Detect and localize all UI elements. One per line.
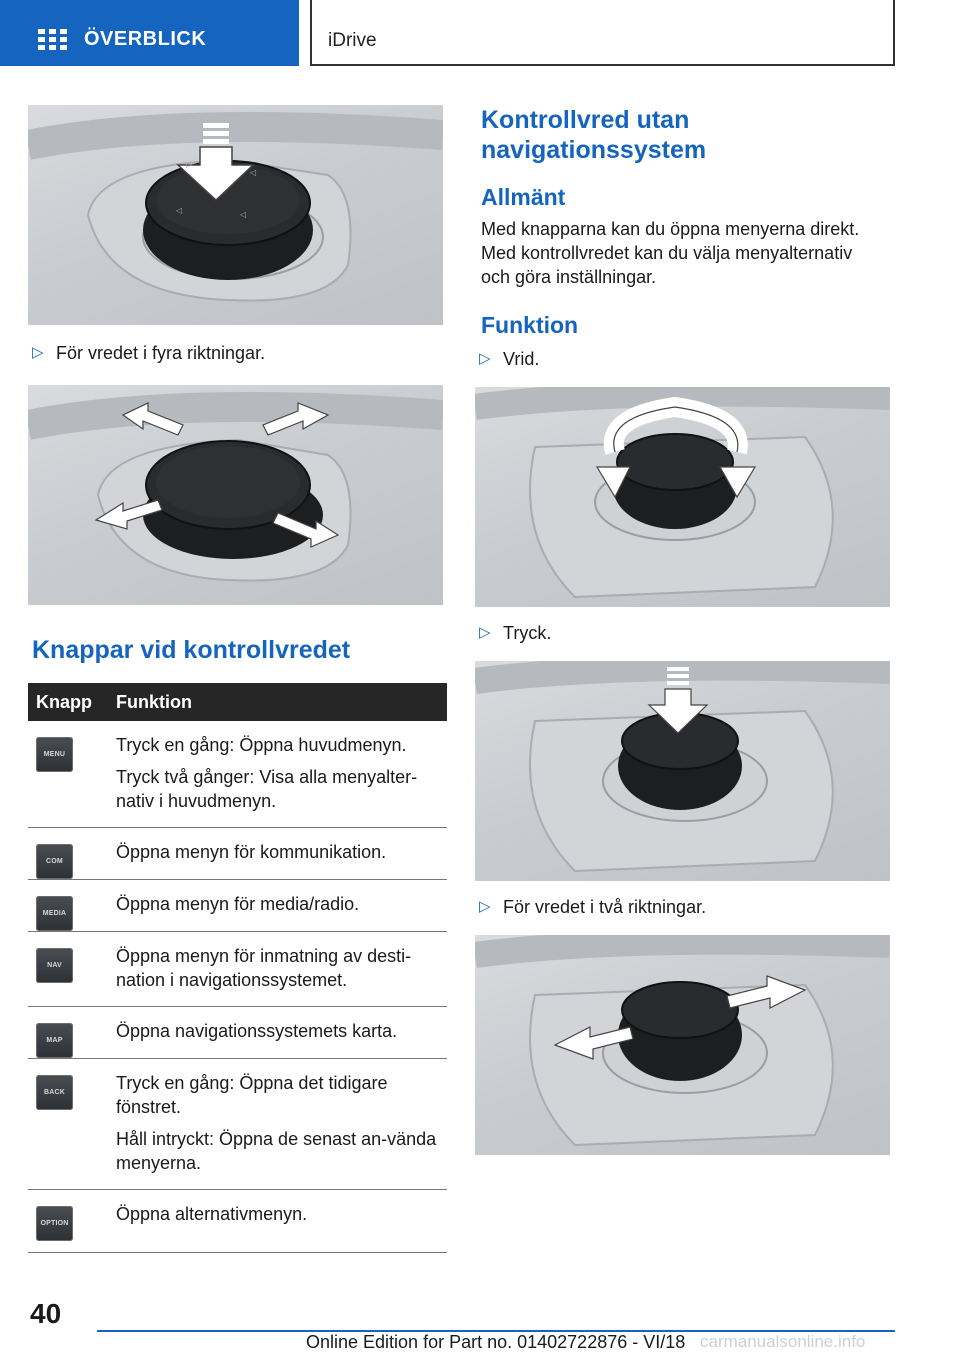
bullet-triangle-icon: ▷ xyxy=(32,344,44,361)
controller-turn-illustration xyxy=(475,387,890,607)
map-button-icon: MAP xyxy=(36,1023,73,1058)
bullet-tilt: ▷ För vredet i fyra riktningar. xyxy=(28,341,448,365)
media-button-icon: MEDIA xyxy=(36,896,73,931)
table-row: MENU Tryck en gång: Öppna huvudmenyn. Tryck två gånger: Visa alla menyalter-nativ i huvudmenyn. xyxy=(28,721,447,828)
table-row: BACK Tryck en gång: Öppna det tidigare fönstret. Håll intryckt: Öppna de senast an-vända menyerna. xyxy=(28,1059,447,1190)
svg-text:◁: ◁ xyxy=(240,210,247,219)
table-row: NAV Öppna menyn för inmatning av desti-nation i navigationssystemet. xyxy=(28,932,447,1007)
controller-two-directions-image xyxy=(475,935,890,1155)
controller-four-directions-illustration xyxy=(28,385,443,605)
controller-press-illustration xyxy=(28,105,443,325)
page-number: 40 xyxy=(30,1298,62,1329)
general-text: Med knapparna kan du öppna menyerna direkt. Med kontrollvredet kan du välja menyalternativ och göra inställningar. xyxy=(481,219,860,287)
right-column xyxy=(475,105,895,1155)
subheading-general: Allmänt xyxy=(481,184,566,210)
table-header-row xyxy=(28,683,447,721)
chapter-title: iDrive xyxy=(328,30,377,51)
bullet-turn: ▷ Vrid. xyxy=(475,347,895,371)
table-row: MEDIA Öppna menyn för media/radio. xyxy=(28,880,447,932)
watermark: carmanualsonline.info xyxy=(700,1332,866,1351)
left-column xyxy=(28,105,448,1253)
svg-text:◁: ◁ xyxy=(176,206,183,215)
bullet-press: ▷ Tryck. xyxy=(475,621,895,645)
svg-text:▷: ▷ xyxy=(186,160,193,169)
controller-press-down-image xyxy=(475,661,890,881)
subheading-function: Funktion xyxy=(481,312,579,338)
bullet-two-directions: ▷ För vredet i två riktningar. xyxy=(475,895,895,919)
section-label: ÖVERBLICK xyxy=(84,28,207,50)
table-row: OPTION Öppna alternativmenyn. xyxy=(28,1190,447,1253)
nav-button-icon: NAV xyxy=(36,948,73,983)
svg-text:◁: ◁ xyxy=(250,168,257,177)
bullet-triangle-icon: ▷ xyxy=(479,624,491,641)
option-button-icon: OPTION xyxy=(36,1206,73,1241)
column-header-function: Funktion xyxy=(112,683,447,721)
heading-buttons: Knappar vid kontrollvredet xyxy=(32,636,351,664)
table-row: COM Öppna menyn för kommunikation. xyxy=(28,828,447,880)
menu-button-icon: MENU xyxy=(36,737,73,772)
controller-turn-image xyxy=(475,387,890,607)
heading-controller-no-nav: Kontrollvred utan navigationssystem xyxy=(481,106,707,164)
bullet-triangle-icon: ▷ xyxy=(479,350,491,367)
back-button-icon: BACK xyxy=(36,1075,73,1110)
com-button-icon: COM xyxy=(36,844,73,879)
column-header-button: Knapp xyxy=(28,683,112,721)
grid-icon xyxy=(38,29,68,51)
section-tab[interactable] xyxy=(0,0,299,66)
chapter-header xyxy=(310,0,895,66)
controller-four-directions-image xyxy=(28,385,443,605)
table-row: MAP Öppna navigationssystemets karta. xyxy=(28,1007,447,1059)
edition-text: Online Edition for Part no. 01402722876 - VI/18 xyxy=(306,1332,686,1352)
bullet-triangle-icon: ▷ xyxy=(479,898,491,915)
buttons-table xyxy=(28,683,447,1253)
controller-press-image xyxy=(28,105,443,325)
controller-press-down-illustration xyxy=(475,661,890,881)
controller-two-directions-illustration xyxy=(475,935,890,1155)
